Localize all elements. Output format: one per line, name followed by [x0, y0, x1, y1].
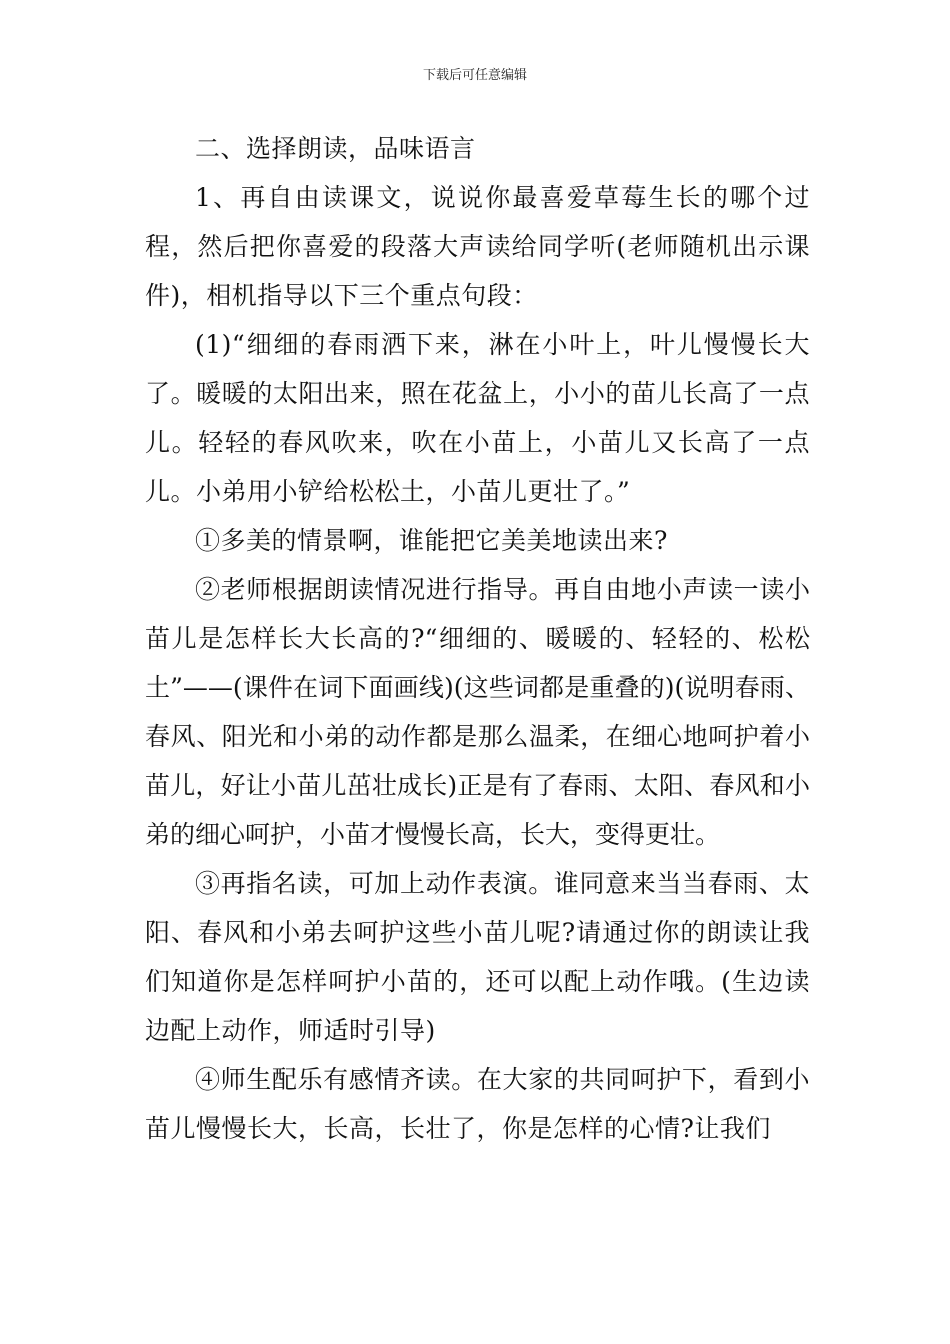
paragraph-step-4: ④师生配乐有感情齐读。在大家的共同呵护下，看到小苗儿慢慢长大，长高，长壮了，你是怎样的心情?让我们 [145, 1065, 810, 1143]
paragraph-step-3: ③再指名读，可加上动作表演。谁同意来当当春雨、太阳、春风和小弟去呵护这些小苗儿呢?请通过你的朗读让我们知道你是怎样呵护小苗的，还可以配上动作哦。(生边读边配上动作，师适时引导) [145, 869, 810, 1045]
paragraph-instruction: 1、再自由读课文，说说你最喜爱草莓生长的哪个过程，然后把你喜爱的段落大声读给同学听(老师随机出示课件)，相机指导以下三个重点句段： [145, 183, 810, 310]
paragraph-quote: (1)“细细的春雨洒下来，淋在小叶上，叶儿慢慢长大了。暖暖的太阳出来，照在花盆上，小小的苗儿长高了一点儿。轻轻的春风吹来，吹在小苗上，小苗儿又长高了一点儿。小弟用小铲给松松土，小苗儿更壮了。” [145, 330, 810, 506]
paragraph-step-1: ①多美的情景啊，谁能把它美美地读出来? [195, 526, 668, 555]
paragraph-step-2: ②老师根据朗读情况进行指导。再自由地小声读一读小苗儿是怎样长大长高的?“细细的、暖暖的、轻轻的、松松土”——(课件在词下面画线)(这些词都是重叠的)(说明春雨、春风、阳光和小弟的动作都是那么温柔，在细心地呵护着小苗儿，好让小苗儿茁壮成长)正是有了春雨、太阳、春风和小弟的细心呵护，小苗才慢慢长高，长大，变得更壮。 [145, 575, 810, 849]
section-heading: 二、选择朗读，品味语言 [195, 134, 476, 163]
page-header: 下载后可任意编辑 [422, 68, 527, 83]
document-body [145, 124, 810, 1153]
